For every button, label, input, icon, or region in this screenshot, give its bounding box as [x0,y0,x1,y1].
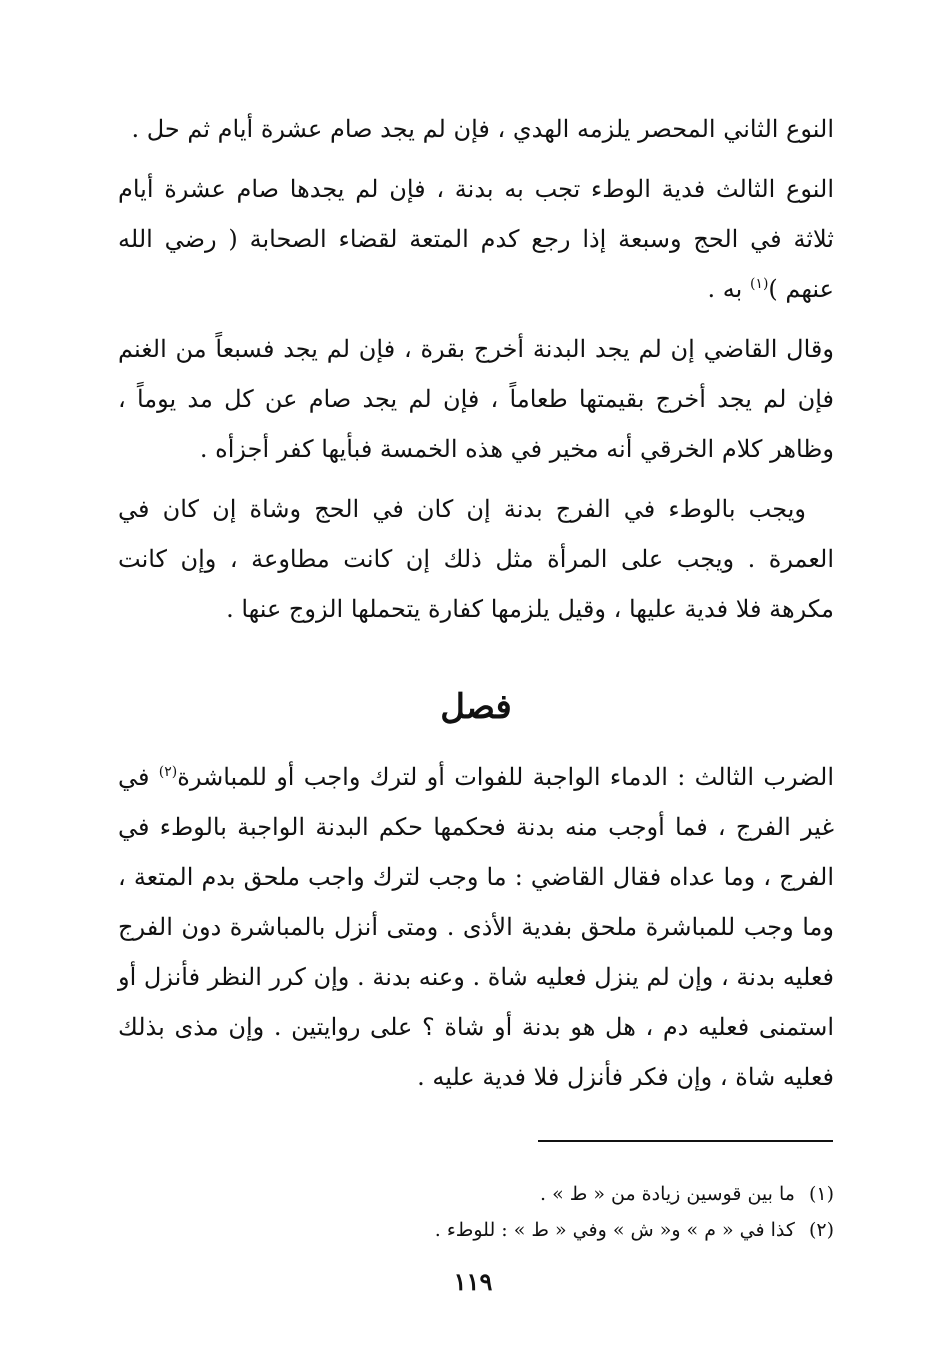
paragraph-3-text: وقال القاضي إن لم يجد البدنة أخرج بقرة ، فإن لم يجد فسبعاً من الغنم فإن لم يجد أخرج بقيمتها طعاماً ، فإن لم يجد صام عن كل مد يوماً ، وظاهر كلام الخرقي أنه مخير في هذه الخمسة فبأيها كفر أجزأه . [118,335,834,463]
footnote-2-text: كذا في « م » و« ش » وفي « ط » : للوطء . [434,1219,795,1241]
paragraph-2 [118,164,834,314]
paragraph-5-tail: في غير الفرج ، فما أوجب منه بدنة فحكمها حكم البدنة الواجبة بالوطء في الفرج ، وما عداه فقال القاضي : ما وجب لترك واجب ملحق بدم المتعة ، وما وجب للمباشرة ملحق بفدية الأذى . ومتى أنزل بالمباشرة دون الفرج فعليه بدنة ، وإن لم ينزل فعليه شاة . وعنه بدنة . وإن كرر النظر فأنزل أو استمنى فعليه دم ، هل هو بدنة أو شاة ؟ على روايتين . وإن مذى بذلك فعليه شاة ، وإن فكر فأنزل فلا فدية عليه . [118,763,834,1091]
footnote-1-number: (١) [808,1183,834,1205]
paragraph-4-text: ويجب بالوطء في الفرج بدنة إن كان في الحج وشاة إن كان في العمرة . ويجب على المرأة مثل ذلك إن كانت مطاوعة ، وإن كانت مكرهة فلا فدية عليها ، وقيل يلزمها كفارة يتحملها الزوج عنها . [118,495,834,623]
paragraph-1-text: النوع الثاني المحصر يلزمه الهدي ، فإن لم يجد صام عشرة أيام ثم حل . [131,115,834,143]
footnote-1 [300,1176,834,1212]
footnote-ref-2: (٢) [158,764,178,780]
body-text-top [118,104,834,644]
paragraph-4 [118,484,834,634]
paragraph-2-text: النوع الثالث فدية الوطء تجب به بدنة ، فإن لم يجدها صام عشرة أيام ثلاثة في الحج وسبعة إذا رجع كدم المتعة لقضاء الصحابة ( رضي الله عنهم ) [118,175,834,303]
footnotes [300,1176,834,1248]
paragraph-5 [118,752,834,1102]
paragraph-2-tail: به . [707,275,750,303]
paragraph-5-text: الضرب الثالث : الدماء الواجبة للفوات أو لترك واجب أو للمباشرة [177,763,834,791]
paragraph-3 [118,324,834,474]
footnote-divider [538,1140,833,1142]
footnote-1-text: ما بين قوسين زيادة من « ط » . [539,1183,795,1205]
footnote-2-number: (٢) [808,1219,834,1241]
footnote-ref-1: (١) [749,276,769,292]
page-number: ١١٩ [453,1267,493,1296]
footnote-2 [300,1212,834,1248]
paragraph-1 [118,104,834,154]
section-heading: فصل [440,687,512,727]
body-text-bottom [118,752,834,1112]
